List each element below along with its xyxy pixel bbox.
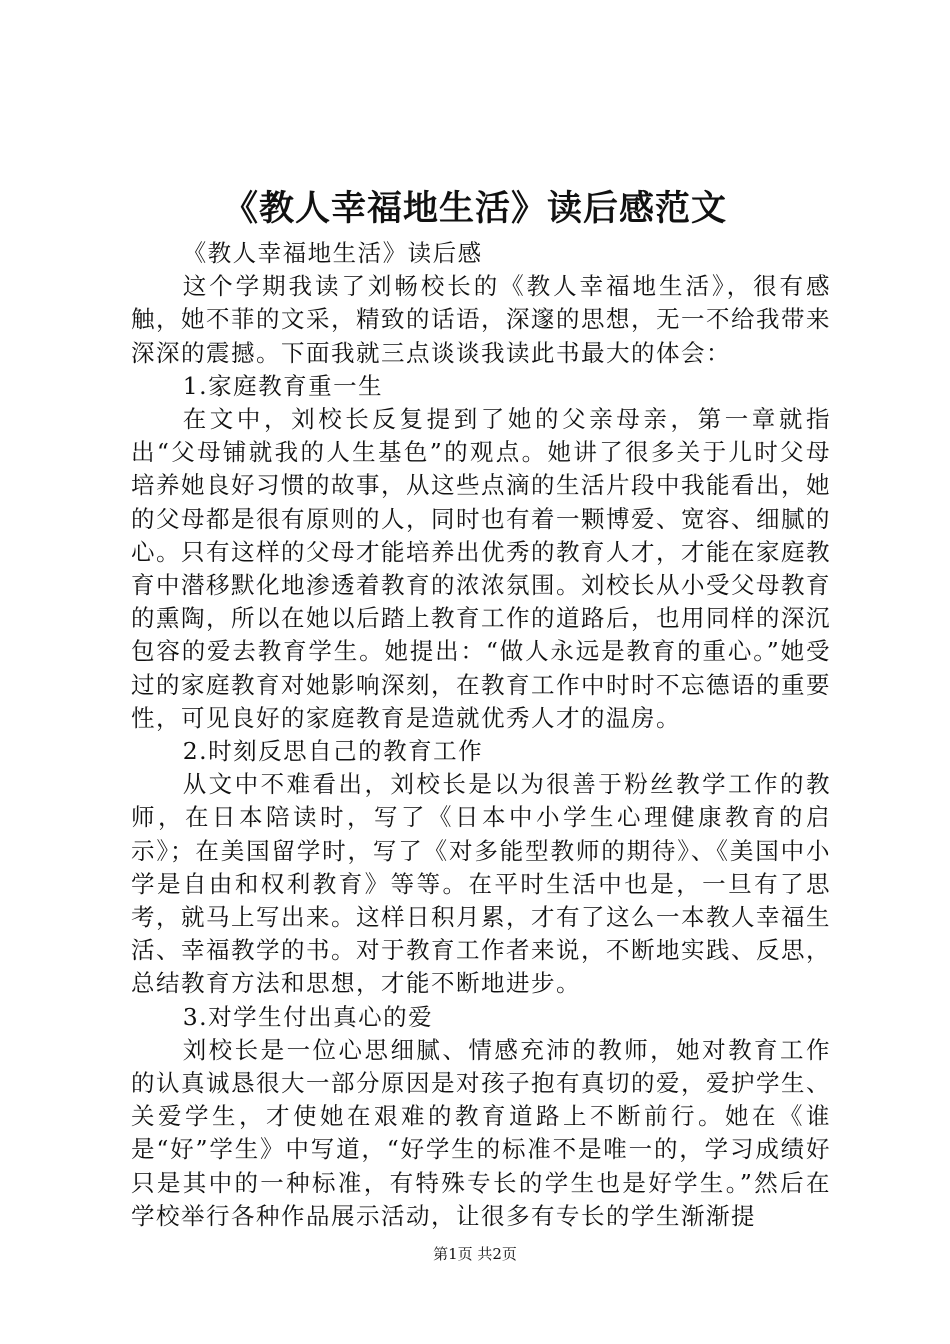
section-heading-3: 3.对学生付出真心的爱 <box>182 1002 434 1031</box>
page-number-footer: 第1页 共2页 <box>433 1245 517 1263</box>
document-body <box>131 237 831 1233</box>
section-heading-1: 1.家庭教育重一生 <box>182 371 384 400</box>
document-title: 《教人幸福地生活》读后感范文 <box>222 188 727 229</box>
subtitle-line: 《教人幸福地生活》读后感 <box>182 239 483 267</box>
section-paragraph-2: 从文中不难看出，刘校长是以为很善于粉丝教学工作的教师，在日本陪读时，写了《日本中小学生心理健康教育的启示》；在美国留学时，写了《对多能型教师的期待》、《美国中小学是自由和权利教育》等等。在平时生活中也是，一旦有了思考，就马上写出来。这样日积月累，才有了这么一本教人幸福生活、幸福教学的书。对于教育工作者来说，不断地实践、反思，总结教育方法和思想，才能不断地进步。 <box>131 770 831 998</box>
section-paragraph-3: 刘校长是一位心思细腻、情感充沛的教师，她对教育工作的认真诚恳很大一部分原因是对孩子抱有真切的爱，爱护学生、关爱学生，才使她在艰难的教育道路上不断前行。她在《谁是“好”学生》中写道，“好学生的标准不是唯一的，学习成绩好只是其中的一种标准，有特殊专长的学生也是好学生。”然后在学校举行各种作品展示活动，让很多有专长的学生渐渐提 <box>131 1035 831 1230</box>
intro-paragraph: 这个学期我读了刘畅校长的《教人幸福地生活》，很有感触，她不菲的文采，精致的话语，深邃的思想，无一不给我带来深深的震撼。下面我就三点谈谈我读此书最大的体会： <box>131 272 831 367</box>
section-paragraph-1: 在文中，刘校长反复提到了她的父亲母亲，第一章就指出“父母铺就我的人生基色”的观点。她讲了很多关于儿时父母培养她良好习惯的故事，从这些点滴的生活片段中我能看出，她的父母都是很有原则的人，同时也有着一颗博爱、宽容、细腻的心。只有这样的父母才能培养出优秀的教育人才，才能在家庭教育中潜移默化地渗透着教育的浓浓氛围。刘校长从小受父母教育的熏陶，所以在她以后踏上教育工作的道路后，也用同样的深沉包容的爱去教育学生。她提出：“做人永远是教育的重心。”她受过的家庭教育对她影响深刻，在教育工作中时时不忘德语的重要性，可见良好的家庭教育是造就优秀人才的温房。 <box>131 405 831 732</box>
section-heading-2: 2.时刻反思自己的教育工作 <box>182 737 484 766</box>
